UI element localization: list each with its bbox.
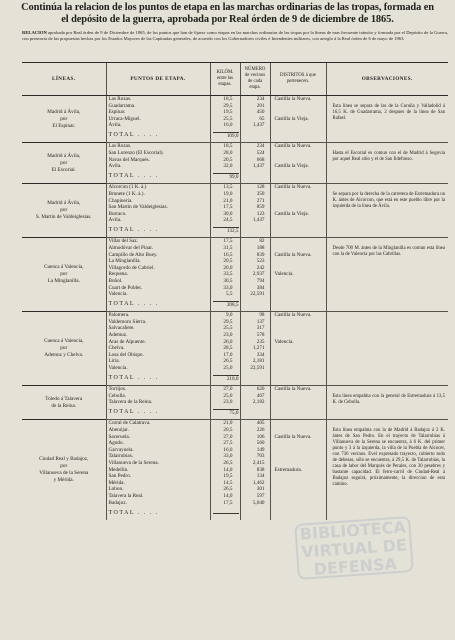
district-cell: [270, 312, 326, 386]
total-vecinos-empty: [240, 406, 270, 420]
watermark-text: BIBLIOTECA VIRTUAL DE DEFENSA: [299, 517, 408, 579]
stage-point: Liria.: [106, 358, 210, 365]
route-line-text: Cuenca á Valencia,: [43, 338, 84, 345]
stage-point: Aras de Alpuente.: [106, 339, 210, 346]
title-line-1: Continúa la relacion de los puntos de etapa en las marchas ordinarias de las tropas, formada en: [21, 2, 434, 13]
district-label: Castilla la Nueva.: [274, 386, 312, 393]
stage-km: 32,0: [210, 163, 240, 170]
stage-vecinos: 188: [240, 245, 270, 252]
stage-km: 14,5: [210, 480, 240, 487]
stage-vecinos: 82: [240, 238, 270, 245]
district-label: [275, 352, 324, 359]
district-label: [275, 191, 324, 198]
routes-table: [22, 62, 448, 520]
district-label: [275, 109, 324, 116]
header-observaciones: OBSERVACIONES.: [326, 63, 448, 96]
total-km: [213, 513, 239, 514]
table-row: [22, 184, 448, 191]
table-row: [22, 143, 448, 150]
route-line-text: de la Reina.: [51, 402, 77, 409]
stage-point: La Minglanilla.: [106, 258, 210, 265]
stage-vecinos: 620: [240, 386, 270, 393]
stage-km: 33,5: [210, 271, 240, 278]
stage-km: 19,0: [210, 191, 240, 198]
district-cell: [270, 420, 326, 520]
header-lineas: LÍNEAS.: [22, 63, 106, 96]
district-cell: [270, 386, 326, 420]
stage-vecinos: 65: [240, 116, 270, 123]
stage-km: 26,0: [210, 339, 240, 346]
stage-km: 30,5: [210, 278, 240, 285]
stage-km: 24,5: [210, 217, 240, 224]
header-vecinos: NÚMERO de vecinos de cada etapa.: [240, 63, 270, 96]
stage-km: 25,5: [210, 325, 240, 332]
total-km: 99,0: [213, 173, 239, 181]
route-line-text: Ciudad Real y Badajoz,: [39, 456, 89, 463]
district-cell: [270, 238, 326, 312]
route-line-text: por: [60, 345, 68, 352]
district-label: [275, 365, 324, 372]
district-label: [275, 440, 324, 447]
stage-km: 17,5: [210, 204, 240, 211]
stage-point: Valdemoro Sierra.: [106, 319, 210, 326]
observation-text: Desde 700 M. ántes de la Minglanilla es comun esta línea con la de Valencia por las Cabrillas.: [326, 238, 448, 312]
stage-point: Villar del Saz.: [106, 238, 210, 245]
stage-point: Mérida.: [106, 480, 210, 487]
stage-km: 18,5: [210, 143, 240, 150]
district-label: [275, 325, 324, 332]
total-km-cell: [210, 224, 240, 238]
total-km-cell: [210, 372, 240, 386]
stage-vecinos: 226: [240, 427, 270, 434]
table-body: [22, 96, 448, 521]
district-label: [275, 420, 324, 427]
stage-km: 25,0: [210, 393, 240, 400]
stage-point: Espinar.: [106, 109, 210, 116]
district-label: Castilla la Nueva.: [274, 184, 312, 191]
header-puntos: PUNTOS DE ETAPA.: [106, 63, 210, 96]
stage-point: Ademuz.: [106, 332, 210, 339]
stage-point: Ávila.: [106, 163, 210, 170]
stage-km: 16,5: [210, 252, 240, 259]
stage-point: Guadarrama.: [106, 103, 210, 110]
stage-vecinos: 98: [240, 312, 270, 319]
stage-vecinos: 578: [240, 332, 270, 339]
stage-vecinos: 467: [240, 393, 270, 400]
stage-vecinos: 134: [240, 473, 270, 480]
stage-vecinos: 128: [240, 184, 270, 191]
district-cell: [270, 184, 326, 238]
stage-km: 9,0: [210, 312, 240, 319]
total-label: TOTAL . . . .: [106, 129, 210, 143]
stage-vecinos: 123: [240, 211, 270, 218]
stage-point: San Lorenzo (El Escorial).: [106, 150, 210, 157]
header-km: KILÓM. entre las etapas.: [210, 63, 240, 96]
stage-km: 27,0: [210, 386, 240, 393]
district-label: [275, 500, 324, 507]
stage-point: Torrijos.: [106, 386, 210, 393]
stage-point: Las Rozas.: [106, 143, 210, 150]
stage-vecinos: 271: [240, 198, 270, 205]
stage-km: 25,5: [210, 116, 240, 123]
stage-point: Navas del Marqués.: [106, 157, 210, 164]
stage-point: Losa del Obispo.: [106, 352, 210, 359]
stage-vecinos: 859: [240, 204, 270, 211]
stage-point: Agudo.: [106, 440, 210, 447]
stage-vecinos: 1,437: [240, 217, 270, 224]
district-label: [275, 393, 324, 400]
district-label: [275, 453, 324, 460]
stage-vecinos: 22,591: [240, 291, 270, 298]
stage-km: 25,0: [210, 365, 240, 372]
stage-point: Cuart de Poblet.: [106, 285, 210, 292]
district-label: [275, 291, 324, 298]
district-label: [275, 486, 324, 493]
observation-text: Se separa por la derecha de la carretera de Estremadura un K. ántes de Alcorcon, que está en este pueblo libre por la izquierda de la línea de Ávila.: [326, 184, 448, 238]
district-label: [275, 493, 324, 500]
stage-point: Corral de Calatrava.: [106, 420, 210, 427]
stage-km: 21,0: [210, 198, 240, 205]
district-cell: [270, 143, 326, 184]
district-label: Castilla la Vieja.: [274, 115, 309, 122]
stage-km: 17,5: [210, 238, 240, 245]
route-line-cell: [22, 386, 106, 420]
district-label: [275, 150, 324, 157]
total-vecinos-empty: [240, 506, 270, 520]
stage-km: 26,5: [210, 358, 240, 365]
stage-vecinos: 597: [240, 493, 270, 500]
stage-vecinos: 839: [240, 252, 270, 259]
total-km: 210,0: [213, 375, 239, 383]
stage-km: 23,0: [210, 332, 240, 339]
stage-point: Chapinería.: [106, 198, 210, 205]
total-km: 132,5: [213, 227, 239, 235]
stage-point: Villanueva de la Serena.: [106, 460, 210, 467]
total-label: TOTAL . . . .: [106, 406, 210, 420]
district-label: Estremadura.: [274, 466, 303, 473]
route-line-text: Toledo á Talavera: [45, 395, 83, 402]
stage-km: 5,5: [210, 291, 240, 298]
stage-vecinos: 317: [240, 325, 270, 332]
stage-vecinos: 234: [240, 143, 270, 150]
route-line-text: La Minglanilla.: [47, 278, 80, 285]
stage-point: Saceruela.: [106, 434, 210, 441]
district-label: [275, 217, 324, 224]
stage-point: Salvacañete.: [106, 325, 210, 332]
stage-vecinos: 794: [240, 278, 270, 285]
table-row: [22, 420, 448, 427]
total-vecinos-empty: [240, 372, 270, 386]
intro-text: aprobada por Real órden de 9 de Diciembre de 1865, de los puntos que han de fijarse como etapas en las marchas ordinarias de las tropas por la líneas de mas frecuente tránsito y formada por el Depósito de la Guerra, con presencia de las propuestas hechas por los Estados Mayores de las Capitanías generales, de acuerdo con los Gobernadores civiles é Intendentes militares, con arreglo á la Real órden de 6 de mayo de 1863.: [22, 30, 448, 41]
district-label: [275, 103, 324, 110]
intro-lead: RELACION: [22, 30, 47, 35]
stage-vecinos: 2,415: [240, 460, 270, 467]
stage-km: 14,0: [210, 467, 240, 474]
stage-km: 20,0: [210, 265, 240, 272]
district-cell: [270, 96, 326, 143]
total-km: 208,5: [213, 301, 239, 309]
stage-point: San Pedro.: [106, 473, 210, 480]
stage-vecinos: 560: [240, 440, 270, 447]
total-vecinos-empty: [240, 298, 270, 312]
stage-km: 20,5: [210, 157, 240, 164]
district-label: Castilla la Nueva.: [274, 96, 312, 102]
table-row: [22, 238, 448, 245]
route-line-text: y Mérida.: [53, 477, 74, 484]
district-label: [275, 447, 324, 454]
observation-text: Esta línea se separa de las de la Coruña y Valladolid á 16,5 K. de Guadarrama, 2 despues de la línea de San Rafael.: [326, 96, 448, 143]
stage-km: 20,5: [210, 427, 240, 434]
stage-km: 21,0: [210, 420, 240, 427]
stage-vecinos: 1,437: [240, 163, 270, 170]
stage-point: San Martin de Valdeiglesias.: [106, 204, 210, 211]
district-label: Castilla la Nueva.: [274, 433, 312, 440]
stage-point: Campillo de Alto Buey.: [106, 252, 210, 259]
district-label: [275, 245, 324, 252]
district-label: [275, 258, 324, 265]
district-label: Valencia.: [274, 338, 294, 345]
district-label: [275, 285, 324, 292]
route-line-text: Cuenca á Valencia,: [43, 264, 84, 271]
stage-km: 26,5: [210, 460, 240, 467]
stage-point: Buñol.: [106, 278, 210, 285]
stage-vecinos: 1,462: [240, 480, 270, 487]
stage-point: Medellin.: [106, 467, 210, 474]
district-label: [275, 332, 324, 339]
stage-km: 30,0: [210, 211, 240, 218]
stage-km: 29,5: [210, 319, 240, 326]
stage-km: 14,0: [210, 493, 240, 500]
stage-point: Villagordo de Cabriel.: [106, 265, 210, 272]
district-label: Castilla la Nueva.: [274, 143, 312, 150]
stage-vecinos: 334: [240, 352, 270, 359]
district-label: Castilla la Vieja.: [274, 210, 309, 217]
stage-km: 26,5: [210, 486, 240, 493]
stage-vecinos: 2,182: [240, 399, 270, 406]
route-line-cell: [22, 184, 106, 238]
stage-point: Valencia.: [106, 291, 210, 298]
stage-vecinos: 2,181: [240, 358, 270, 365]
stage-km: 27,0: [210, 434, 240, 441]
observation-text: [326, 312, 448, 386]
document-title: [0, 2, 455, 26]
total-label: TOTAL . . . .: [106, 298, 210, 312]
district-label: [275, 473, 324, 480]
header-distritos: DISTRITOS á que pertenecen.: [270, 63, 326, 96]
stage-point: Talarrubias.: [106, 453, 210, 460]
district-label: [275, 157, 324, 164]
route-line-cell: [22, 143, 106, 184]
district-label: [275, 399, 324, 406]
stage-point: Talavera de la Reina.: [106, 399, 210, 406]
route-line-text: S. Martin de Valdeiglesias.: [35, 214, 92, 221]
table-row: [22, 312, 448, 319]
stage-point: Abenójar.: [106, 427, 210, 434]
route-line-cell: [22, 238, 106, 312]
route-line-text: por: [60, 159, 68, 166]
intro-paragraph: [22, 30, 448, 42]
total-km-cell: [210, 170, 240, 184]
stage-vecinos: 1,437: [240, 122, 270, 129]
stage-vecinos: 838: [240, 467, 270, 474]
stage-vecinos: 1,271: [240, 345, 270, 352]
district-label: [275, 198, 324, 205]
route-line-text: El Escorial.: [51, 166, 76, 173]
total-label: TOTAL . . . .: [106, 506, 210, 520]
district-label: [275, 278, 324, 285]
route-line-text: por: [60, 463, 68, 470]
stage-vecinos: 5,040: [240, 500, 270, 507]
route-line-cell: [22, 96, 106, 143]
stage-point: Lobon.: [106, 486, 210, 493]
stage-vecinos: 405: [240, 420, 270, 427]
stage-km: 18,5: [210, 96, 240, 103]
stage-vecinos: 668: [240, 157, 270, 164]
stage-km: 17,0: [210, 352, 240, 359]
stage-km: 19,5: [210, 109, 240, 116]
stage-km: 27,5: [210, 440, 240, 447]
district-label: [275, 238, 324, 245]
stage-km: 13,5: [210, 184, 240, 191]
district-label: [275, 122, 324, 129]
table-header-row: [22, 63, 448, 96]
stage-vecinos: 350: [240, 191, 270, 198]
stage-vecinos: 234: [240, 96, 270, 103]
route-line-text: por: [60, 207, 68, 214]
route-line-text: Madrid á Ávila,: [47, 108, 81, 115]
route-line-text: por: [60, 271, 68, 278]
stage-point: Palomera.: [106, 312, 210, 319]
stage-vecinos: 149: [240, 447, 270, 454]
stage-vecinos: 242: [240, 265, 270, 272]
stage-vecinos: 106: [240, 434, 270, 441]
stage-km: 20,5: [210, 258, 240, 265]
district-label: [275, 427, 324, 434]
stage-km: 19,5: [210, 473, 240, 480]
district-label: [275, 358, 324, 365]
route-line-text: Ademuz y Chelva.: [44, 352, 84, 359]
route-line-cell: [22, 312, 106, 386]
table-row: [22, 386, 448, 393]
observation-text: Hasta el Escorial es comun con el de Madrid á Segovia por aquel Real sitio y el de San Ildefonso.: [326, 143, 448, 184]
district-label: [275, 319, 324, 326]
total-vecinos-empty: [240, 129, 270, 143]
stage-vecinos: 384: [240, 285, 270, 292]
total-vecinos-empty: [240, 170, 270, 184]
district-label: Valencia.: [274, 271, 294, 278]
total-km-cell: [210, 406, 240, 420]
stage-point: Badajoz.: [106, 500, 210, 507]
stage-vecinos: 301: [240, 486, 270, 493]
observation-text: Esta línea empalma con la general de Estremadura á 13,5 K. de Cebolla.: [326, 386, 448, 420]
stage-vecinos: 524: [240, 150, 270, 157]
route-line-cell: [22, 420, 106, 520]
stage-point: Talavera la Real.: [106, 493, 210, 500]
district-label: [275, 204, 324, 211]
stage-vecinos: 523: [240, 258, 270, 265]
total-label: TOTAL . . . .: [106, 224, 210, 238]
stage-vecinos: 235: [240, 339, 270, 346]
route-line-text: El Espinar.: [52, 122, 76, 129]
total-vecinos-empty: [240, 224, 270, 238]
stage-point: Almodóvar del Pinar.: [106, 245, 210, 252]
stage-point: Las Rozas.: [106, 96, 210, 103]
stage-point: Brunete (1 K. á.).: [106, 191, 210, 198]
district-label: Castilla la Vieja.: [274, 163, 309, 170]
stage-km: 23,0: [210, 399, 240, 406]
stage-point: Alcorcon (1 K. á.): [106, 184, 210, 191]
stage-km: 17,5: [210, 500, 240, 507]
route-line-text: Villanueva de la Serena: [39, 470, 89, 477]
library-watermark: [294, 516, 414, 580]
stage-point: Urraca-Miguel.: [106, 116, 210, 123]
total-km-cell: [210, 129, 240, 143]
district-label: [275, 345, 324, 352]
stage-km: 33,0: [210, 285, 240, 292]
title-line-2: el depósito de la guerra, aprobada por Real órden de 9 de diciembre de 1865.: [61, 14, 394, 25]
stage-point: Garvayuela.: [106, 447, 210, 454]
district-label: Castilla la Nueva.: [274, 312, 312, 319]
stage-vecinos: 2,937: [240, 271, 270, 278]
stage-point: Valencia.: [106, 365, 210, 372]
stage-point: Cebolla.: [106, 393, 210, 400]
stage-km: 28,5: [210, 345, 240, 352]
stage-point: Ávila.: [106, 217, 210, 224]
stage-point: Ávila.: [106, 122, 210, 129]
total-km-cell: [210, 298, 240, 312]
route-line-text: Madrid á Ávila,: [47, 152, 81, 159]
stage-vecinos: 137: [240, 319, 270, 326]
route-line-text: Madrid á Ávila,: [47, 200, 81, 207]
district-label: [275, 480, 324, 487]
total-km-cell: [210, 506, 240, 520]
stage-vecinos: 22,591: [240, 365, 270, 372]
stage-vecinos: 201: [240, 103, 270, 110]
observation-text: Esta línea empalma con la de Madrid á Badajoz á 2 K. ántes de San Pedro. En el trayecto de Talarrubias á Villanueva de la Serena se encuentra, á 6 K. del primer punto y 3 á la izquierda, la villa de la Puebla de Alcocer, con 736 vecinos. Evel expresado trayecto, cubierto todo de dehesas, sólo se encuentra, á 29,5 K. de Talarrubias, la casa de labor del Marqués de Perales, con 30 pesebres y bastante capacidad. El ferro-carril de Ciudad-Real á Badajoz seguirá, próximamente, la direccion de esta camino.: [326, 420, 448, 520]
stage-point: Requena.: [106, 271, 210, 278]
total-label: TOTAL . . . .: [106, 372, 210, 386]
district-label: [275, 460, 324, 467]
total-label: TOTAL . . . .: [106, 170, 210, 184]
table-row: [22, 96, 448, 103]
stage-km: 31,5: [210, 245, 240, 252]
district-label: Castilla la Nueva.: [274, 251, 312, 258]
stage-km: 33,0: [210, 453, 240, 460]
district-label: [275, 265, 324, 272]
stage-vecinos: 450: [240, 109, 270, 116]
stage-km: 28,0: [210, 150, 240, 157]
stage-km: 16,0: [210, 447, 240, 454]
total-km: 75,0: [213, 409, 239, 417]
stage-vecinos: 703: [240, 453, 270, 460]
stage-km: 29,5: [210, 103, 240, 110]
stage-point: Burraco.: [106, 211, 210, 218]
route-line-text: por: [60, 115, 68, 122]
stage-point: Chelva.: [106, 345, 210, 352]
total-km: 109,0: [213, 132, 239, 140]
stage-km: 16,0: [210, 122, 240, 129]
